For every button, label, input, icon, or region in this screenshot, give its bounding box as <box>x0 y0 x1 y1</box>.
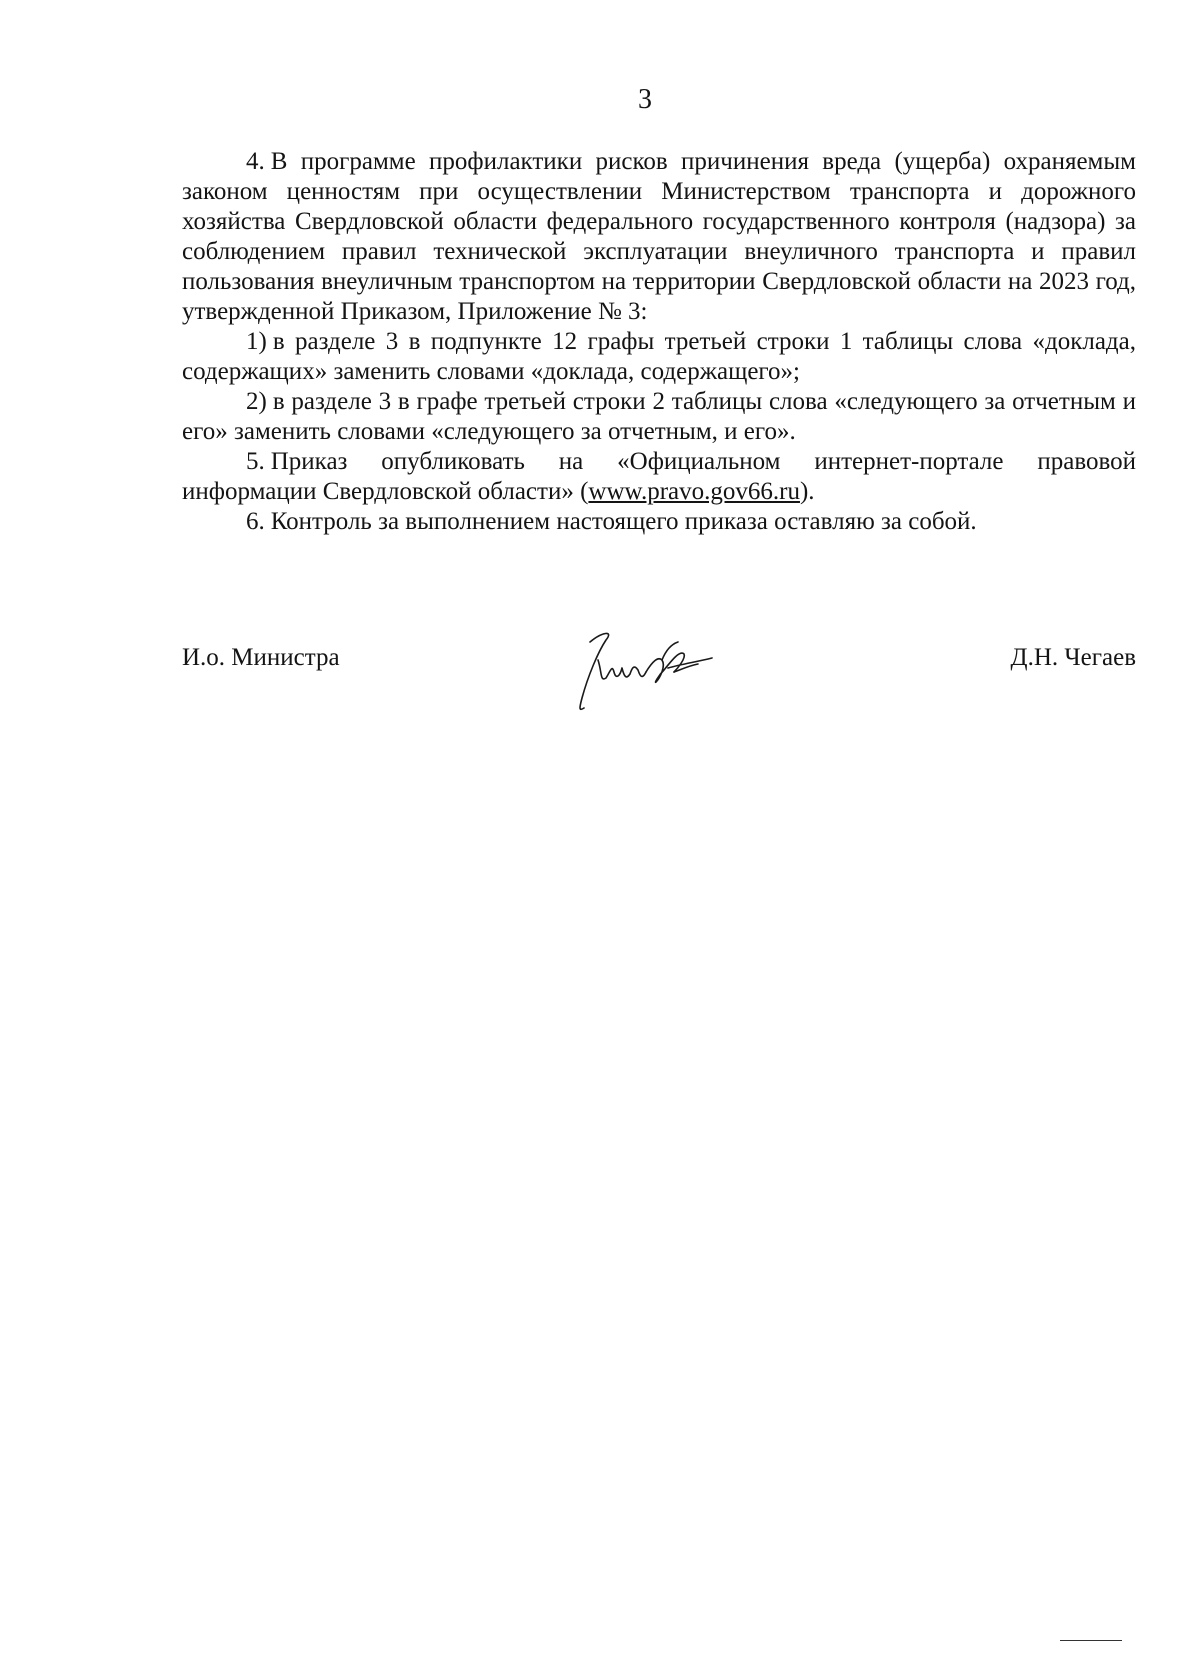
paragraph-text: В программе профилактики рисков причинения вреда (ущерба) охраняемым законом ценностям при осуществлении Министерством транспорта и дорожного хозяйства Свердловской области федерального государственного контроля (надзора) за соблюдением правил технической эксплуатации внеуличного транспорта и правил пользования внеуличным транспортом на территории Свердловской области на 2023 год, утвержденной Приказом, Приложение № 3: <box>182 148 1136 325</box>
paragraph-5 <box>182 447 1136 507</box>
document-body <box>182 147 1136 537</box>
paragraph-number: 5. <box>246 448 265 475</box>
paragraph-number: 1) <box>246 328 267 355</box>
paragraph-text-end: ). <box>799 478 815 505</box>
portal-link[interactable]: www.pravo.gov66.ru <box>588 478 800 505</box>
paragraph-text: в разделе 3 в графе третьей строки 2 таблицы слова «следующего за отчетным и его» заменить словами «следующего за отчетным, и его». <box>182 388 1136 445</box>
signature-block <box>182 640 1136 730</box>
page-number: 3 <box>638 84 652 115</box>
signatory-title: И.о. Министра <box>182 644 340 671</box>
paragraph-6 <box>182 507 1136 537</box>
paragraph-text: в разделе 3 в подпункте 12 графы третьей строки 1 таблицы слова «доклада, содержащих» заменить словами «доклада, содержащего»; <box>182 328 1136 385</box>
paragraph-number: 4. <box>246 148 265 175</box>
subparagraph-1 <box>182 327 1136 387</box>
signatory-name: Д.Н. Чегаев <box>1010 644 1136 671</box>
paragraph-4 <box>182 147 1136 327</box>
paragraph-number: 6. <box>246 508 265 535</box>
subparagraph-2 <box>182 387 1136 447</box>
handwritten-signature <box>562 620 732 720</box>
paragraph-text: Приказ опубликовать на «Официальном интернет-портале правовой информации Свердловской области» ( <box>182 448 1136 505</box>
paragraph-number: 2) <box>246 388 267 415</box>
paragraph-text: Контроль за выполнением настоящего приказа оставляю за собой. <box>270 508 977 535</box>
footer-rule <box>1060 1640 1122 1641</box>
